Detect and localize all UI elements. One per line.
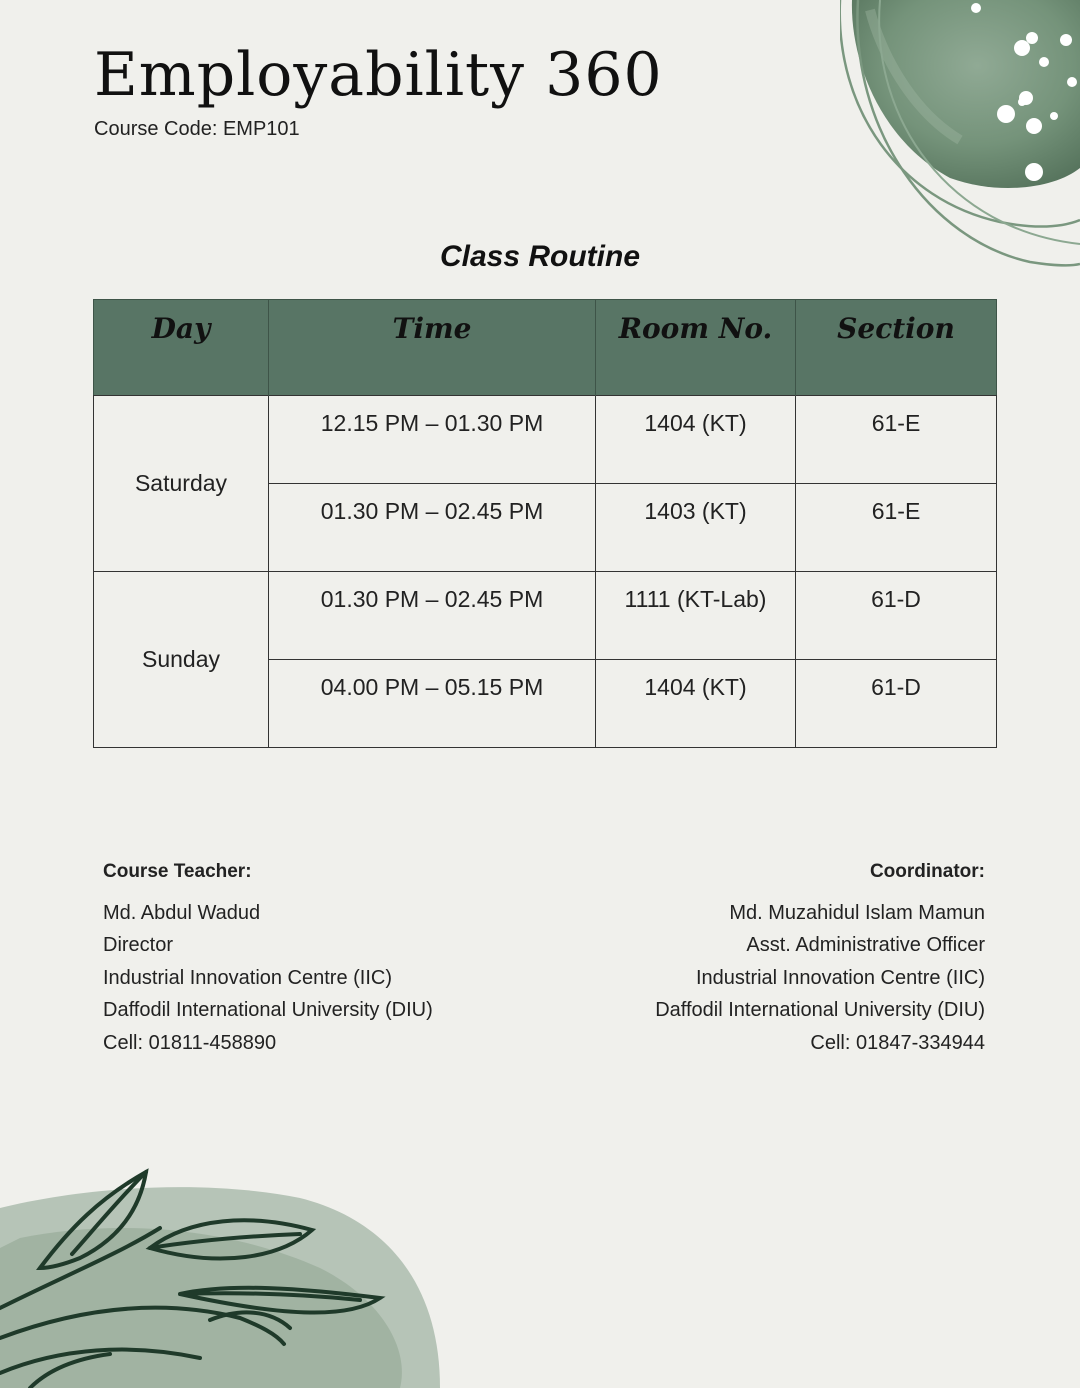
day-cell: Sunday [94, 572, 269, 748]
section-cell: 61-E [796, 396, 997, 484]
room-cell: 1403 (KT) [596, 484, 796, 572]
teacher-name: Md. Abdul Wadud [103, 901, 261, 924]
coordinator-label: Coordinator: [869, 861, 985, 882]
course-teacher-label: Course Teacher: [103, 861, 252, 882]
page-title: Employability 360 [94, 40, 663, 110]
section-cell: 61-D [796, 572, 997, 660]
teacher-cell: Cell: 01811-458890 [103, 1031, 277, 1054]
coordinator-designation: Asst. Administrative Officer [746, 934, 985, 956]
class-routine-table [93, 299, 997, 748]
room-cell: 1111 (KT-Lab) [596, 572, 796, 660]
day-cell: Saturday [94, 396, 269, 572]
column-header-room: Room No. [596, 300, 796, 396]
teacher-designation: Director [103, 934, 174, 956]
room-cell: 1404 (KT) [596, 396, 796, 484]
table-header-row [94, 300, 997, 396]
column-header-section: Section [796, 300, 997, 396]
table-row [94, 572, 997, 660]
room-cell: 1404 (KT) [596, 660, 796, 748]
column-header-time: Time [269, 300, 596, 396]
routine-heading: Class Routine [439, 240, 641, 273]
course-code: Course Code: EMP101 [94, 118, 300, 140]
column-header-day: Day [94, 300, 269, 396]
coordinator-block [655, 856, 985, 1059]
course-teacher-block [103, 856, 433, 1059]
time-cell: 04.00 PM – 05.15 PM [269, 660, 596, 748]
leaf-sprig-decoration [0, 1158, 460, 1388]
time-cell: 01.30 PM – 02.45 PM [269, 572, 596, 660]
section-cell: 61-D [796, 660, 997, 748]
teacher-department: Industrial Innovation Centre (IIC) [103, 966, 393, 989]
time-cell: 12.15 PM – 01.30 PM [269, 396, 596, 484]
time-cell: 01.30 PM – 02.45 PM [269, 484, 596, 572]
table-row [94, 396, 997, 484]
coordinator-name: Md. Muzahidul Islam Mamun [729, 901, 985, 924]
coordinator-department: Industrial Innovation Centre (IIC) [695, 966, 985, 989]
coordinator-cell: Cell: 01847-334944 [810, 1031, 985, 1054]
coordinator-university: Daffodil International University (DIU) [655, 999, 985, 1021]
section-cell: 61-E [796, 484, 997, 572]
teacher-university: Daffodil International University (DIU) [103, 999, 433, 1021]
